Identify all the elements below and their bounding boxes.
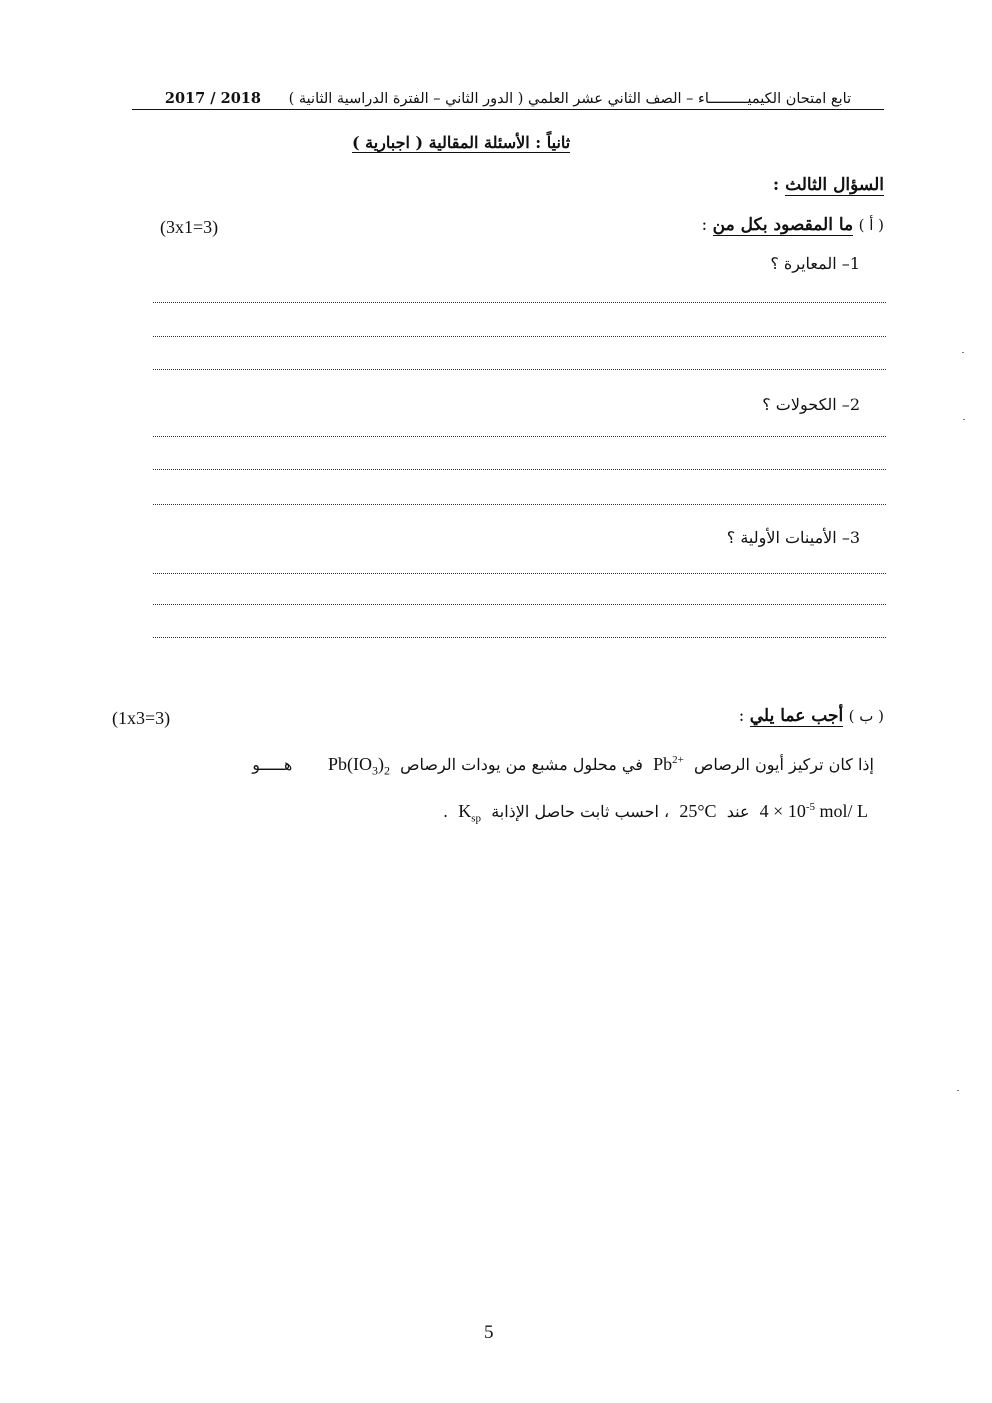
formula-sub-1: 3 bbox=[371, 763, 378, 778]
problem-end: . bbox=[442, 801, 449, 821]
concentration-base: 4 × 10 bbox=[759, 800, 806, 821]
part-a-item-1: 1– المعايرة ؟ bbox=[770, 254, 860, 273]
at-word: عند bbox=[726, 801, 750, 821]
ksp-k: K bbox=[458, 800, 472, 821]
answer-line[interactable] bbox=[153, 573, 886, 574]
part-a-colon: : bbox=[701, 215, 713, 235]
lead-iodate-formula bbox=[327, 754, 390, 778]
problem-line-1 bbox=[134, 742, 874, 789]
question-3-title bbox=[773, 175, 884, 195]
part-a-item-2: 2– الكحولات ؟ bbox=[762, 395, 860, 414]
part-a-heading-text: ما المقصود بكل من bbox=[712, 215, 854, 235]
answer-line[interactable] bbox=[153, 469, 886, 470]
part-a-heading bbox=[702, 215, 884, 235]
part-b-colon: : bbox=[738, 706, 750, 726]
problem-prefix: إذا كان تركيز أيون الرصاص bbox=[693, 755, 874, 774]
scan-speck bbox=[957, 1090, 959, 1091]
exam-header-text: تابع امتحان الكيميـــــــــاء – الصف الثاني عشر العلمي ( الدور الثاني – الفترة الدراسية الثانية ) bbox=[288, 91, 852, 107]
part-b-heading-text: أجب عما يلي bbox=[749, 706, 844, 726]
concentration bbox=[760, 801, 868, 821]
formula-sub-2: 2 bbox=[383, 763, 390, 778]
lead-ion-symbol: Pb bbox=[653, 754, 673, 774]
question-3-colon: : bbox=[772, 175, 786, 195]
problem-line-2 bbox=[134, 789, 874, 837]
ksp-symbol bbox=[458, 800, 482, 825]
temperature: 25°C bbox=[679, 800, 717, 821]
answer-line[interactable] bbox=[153, 604, 886, 605]
concentration-unit: mol/ L bbox=[815, 800, 868, 821]
question-3-label: السؤال الثالث bbox=[785, 175, 884, 195]
answer-line[interactable] bbox=[153, 436, 886, 437]
formula-main: Pb(IO bbox=[327, 754, 372, 774]
exam-year: 2017 / 2018 bbox=[164, 90, 261, 107]
formula-close: ) bbox=[377, 754, 384, 774]
answer-line[interactable] bbox=[153, 369, 886, 370]
answer-line[interactable] bbox=[153, 504, 886, 505]
part-a-score: (3x1=3) bbox=[160, 217, 219, 237]
part-a-item-3: 3– الأمينات الأولية ؟ bbox=[726, 528, 860, 547]
ksp-sub: sp bbox=[471, 812, 482, 825]
scan-speck bbox=[963, 419, 965, 420]
section-title: ثانياً : الأسئلة المقالية ( اجبارية ) bbox=[352, 133, 571, 152]
page-number: 5 bbox=[484, 1322, 494, 1343]
answer-line[interactable] bbox=[153, 336, 886, 337]
part-b-label: ( ب ) bbox=[848, 707, 884, 725]
part-b-score: (1x3=3) bbox=[112, 708, 171, 728]
answer-line[interactable] bbox=[153, 302, 886, 303]
part-a-label: ( أ ) bbox=[858, 216, 884, 234]
scan-speck bbox=[962, 352, 964, 353]
concentration-exponent: -5 bbox=[805, 800, 815, 813]
part-b-heading bbox=[739, 706, 884, 726]
part-b-problem bbox=[134, 742, 874, 836]
problem-suffix: هـــــو bbox=[252, 755, 293, 774]
problem-line-2-text: ، احسب ثابت حاصل الإذابة bbox=[491, 801, 670, 821]
lead-ion-charge: 2+ bbox=[672, 754, 684, 766]
lead-ion bbox=[653, 754, 684, 774]
answer-line[interactable] bbox=[153, 637, 886, 638]
problem-middle: في محلول مشبع من يودات الرصاص bbox=[400, 755, 643, 774]
exam-header bbox=[132, 90, 884, 110]
